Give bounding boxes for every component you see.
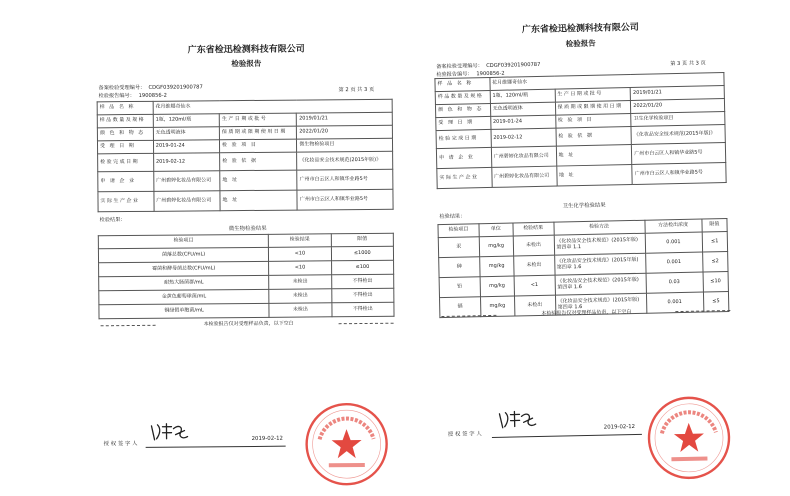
- table-cell: 砷: [439, 257, 480, 278]
- sign-date: 2019-02-12: [251, 435, 283, 442]
- table-cell: 不得检出: [331, 288, 394, 303]
- info-value: 1瓶，120ml/瓶: [490, 89, 555, 103]
- table-cell: 霉菌和酵母菌总数(CFU/mL): [99, 261, 269, 276]
- reg-no: CDGF039201900787: [148, 84, 203, 91]
- info-label: 检 验 项 目: [555, 114, 631, 129]
- table-cell: ≤10: [703, 272, 729, 293]
- report-title: 检验报告: [565, 38, 596, 49]
- table-cell: 《化妆品安全技术规范》(2015年版) 第四章 1.6: [555, 293, 646, 315]
- info-label: 检验完成日期: [436, 129, 491, 148]
- table-cell: 不得检出: [332, 302, 395, 317]
- table-row: [99, 302, 394, 319]
- column-header: 限值: [331, 233, 394, 247]
- info-label: 保质期或限期使用日期: [555, 101, 631, 116]
- table-cell: <10: [269, 261, 331, 276]
- table-cell: mg/kg: [480, 276, 514, 297]
- page-number: 第 3 页 共 3 页: [670, 60, 706, 68]
- info-value: 广州市白云区人和镇华业路5号: [632, 143, 726, 165]
- table-cell: 铜绿假单胞菌/mL: [99, 303, 269, 318]
- info-label: 检验完成日期: [98, 153, 154, 171]
- info-value: 广州市白云区人和镇华业路5号: [297, 169, 393, 190]
- info-value: 微生物检验项目: [297, 138, 393, 152]
- info-value: 无色透明液体: [490, 102, 555, 116]
- info-value: 《化妆品安全技术规范(2015年版)》: [631, 125, 725, 145]
- info-label: 申 请 企 业: [436, 147, 491, 168]
- info-value: 花月维娜奇仙水: [490, 73, 725, 91]
- signature-line: [146, 446, 286, 448]
- table-cell: ≤2: [702, 252, 728, 273]
- signature: [497, 408, 537, 431]
- table-cell: 《化妆品安全技术规范》(2015年版) 第四章 1.6: [554, 253, 645, 275]
- end-note: 本检验报告仅对受理样品负责，以下空白: [541, 309, 632, 317]
- report-page-2: [86, 21, 410, 494]
- inspect-no-label: 检验报告编号：: [436, 71, 473, 79]
- table-cell: mg/kg: [479, 236, 513, 257]
- info-row: [98, 169, 393, 192]
- column-header: 检验项目: [98, 234, 268, 248]
- info-label: 生产日期或批号: [219, 113, 296, 127]
- info-label: 颜 色 和 物 态: [435, 103, 490, 117]
- sample-info-table: [434, 72, 726, 189]
- result-heading: 检验结果：: [439, 213, 466, 221]
- signer-label: 授 权 签 字 人: [447, 431, 482, 438]
- info-value: 《化妆品安全技术规范(2015年版)》: [297, 151, 393, 170]
- table-cell: 0.001: [646, 292, 704, 313]
- info-value: 广州市白云区人和镇华业路5号: [297, 189, 393, 210]
- table-cell: 未检出: [269, 275, 331, 290]
- company-name: 广东省检迅检测科技有限公司: [521, 22, 640, 36]
- results-table-title: 卫生化学检验结果: [562, 202, 606, 210]
- chemistry-results-table: [437, 218, 729, 318]
- info-value: 2019/01/21: [630, 86, 724, 101]
- info-label: 地 址: [220, 190, 297, 211]
- info-value: 1瓶，120ml/瓶: [153, 114, 219, 128]
- info-value: 广州碧婷化妆品有限公司: [154, 191, 220, 212]
- info-label: 实际生产企业: [437, 167, 492, 188]
- info-label: 生产日期或批号: [555, 88, 631, 103]
- signature: [149, 421, 189, 443]
- result-heading: 检验结果：: [99, 217, 126, 224]
- column-header: 方法检出浓度: [644, 219, 701, 233]
- info-value: 2019-02-12: [491, 128, 556, 147]
- inspect-no: 1900856-2: [476, 70, 505, 78]
- sign-date: 2019-02-12: [603, 423, 636, 431]
- company-name: 广东省检迅检测科技有限公司: [187, 44, 305, 56]
- table-cell: 0.001: [645, 252, 703, 273]
- reg-no: CDGF039201900787: [486, 61, 541, 70]
- table-cell: 不得检出: [331, 274, 394, 289]
- info-label: 地 址: [220, 170, 297, 191]
- microbiology-results-table: [98, 233, 395, 320]
- info-label: 受 理 日 期: [97, 140, 153, 153]
- info-value: 2019/01/21: [297, 112, 393, 126]
- table-cell: mg/kg: [479, 256, 513, 277]
- column-header: 检验项目: [438, 224, 479, 238]
- signer-label: 授 权 签 字 人: [103, 440, 138, 448]
- inspect-no: 1900856-2: [138, 92, 167, 99]
- company-seal: [303, 401, 390, 488]
- table-cell: ≤5: [703, 292, 729, 313]
- info-value: 卫生化学检验项目: [631, 112, 725, 127]
- table-cell: 未检出: [513, 255, 554, 276]
- table-cell: 未检出: [513, 235, 554, 256]
- info-label: 地 址: [556, 164, 632, 186]
- info-value: 花月维娜奇仙水: [153, 99, 392, 114]
- info-label: 保质期或限期使用日期: [219, 126, 296, 140]
- report-page-3: [425, 2, 745, 494]
- inspect-no-label: 检验报告编号：: [98, 92, 135, 100]
- info-row: [98, 189, 393, 212]
- table-cell: 未检出: [269, 289, 331, 304]
- report-title: 检验报告: [231, 58, 262, 69]
- column-header: 检验方法: [553, 220, 644, 235]
- column-header: 检验结果: [269, 234, 331, 248]
- table-cell: 未检出: [269, 303, 331, 318]
- info-label: 申 请 企 业: [98, 171, 154, 191]
- column-header: 限值: [702, 219, 728, 233]
- info-value: 2022/01/20: [297, 125, 393, 139]
- info-label: 检 验 依 据: [220, 152, 297, 171]
- info-label: 样 品 名 称: [435, 77, 490, 91]
- info-label: 实际生产企业: [98, 191, 154, 211]
- signature-line: [492, 434, 642, 438]
- info-value: 广州碧婷化妆品有限公司: [154, 171, 220, 192]
- table-cell: 汞: [438, 237, 479, 258]
- sample-info-table: [97, 99, 394, 213]
- info-label: 样 品 名 称: [97, 101, 153, 114]
- info-value: 2022/01/20: [631, 99, 725, 114]
- table-cell: 耐热大肠菌群/mL: [99, 275, 269, 290]
- info-label: 地 址: [556, 145, 632, 167]
- info-label: 样品数量及规格: [97, 114, 153, 127]
- table-cell: 0.03: [646, 272, 704, 293]
- table-cell: ≤1: [702, 232, 728, 253]
- info-label: 检 验 项 目: [219, 139, 296, 153]
- info-value: 广州碧婷化妆品有限公司: [491, 146, 556, 167]
- info-label: 颜 色 和 物 态: [97, 127, 153, 140]
- table-cell: 未检出: [514, 295, 555, 316]
- info-value: 2019-02-12: [153, 153, 219, 172]
- info-value: 广州市白云区人和镇华业路5号: [632, 163, 726, 185]
- table-cell: mg/kg: [480, 296, 514, 317]
- table-cell: ≤100: [331, 260, 394, 275]
- info-label: 检 验 依 据: [556, 127, 632, 147]
- column-header: 检验结果: [513, 222, 554, 236]
- table-cell: 镉: [440, 297, 481, 318]
- table-cell: 0.001: [645, 232, 703, 253]
- table-cell: ≤1000: [331, 246, 394, 261]
- table-cell: 金黄色葡萄球菌/mL: [99, 289, 269, 304]
- table-cell: <10: [269, 247, 331, 262]
- table-cell: <1: [514, 275, 555, 296]
- table-cell: 《化妆品安全技术规范》(2015年版) 第四章 1.1: [554, 233, 645, 255]
- end-note: 本检验报告仅对受理样品负责，以下空白: [203, 320, 294, 328]
- info-value: 2019-01-24: [490, 115, 555, 129]
- table-cell: 铅: [439, 277, 480, 298]
- reg-no-label: 备案检验受理编号：: [98, 84, 146, 92]
- info-value: 无色透明液体: [153, 127, 219, 141]
- info-value: 广州碧婷化妆品有限公司: [491, 166, 556, 187]
- info-label: 受 理 日 期: [436, 116, 491, 130]
- info-label: 样品数量及规格: [435, 90, 490, 104]
- page-number: 第 2 页 共 3 页: [338, 86, 375, 94]
- table-cell: 《化妆品安全技术规范》(2015年版) 第四章 1.6: [555, 273, 646, 295]
- results-table-title: 微生物检验结果: [228, 225, 267, 233]
- column-header: 单位: [479, 223, 513, 237]
- table-cell: 菌落总数(CFU/mL): [98, 247, 268, 262]
- reg-no-label: 备案检验受理编号：: [436, 63, 483, 71]
- info-value: 2019-01-24: [153, 140, 219, 154]
- company-seal: [645, 394, 733, 482]
